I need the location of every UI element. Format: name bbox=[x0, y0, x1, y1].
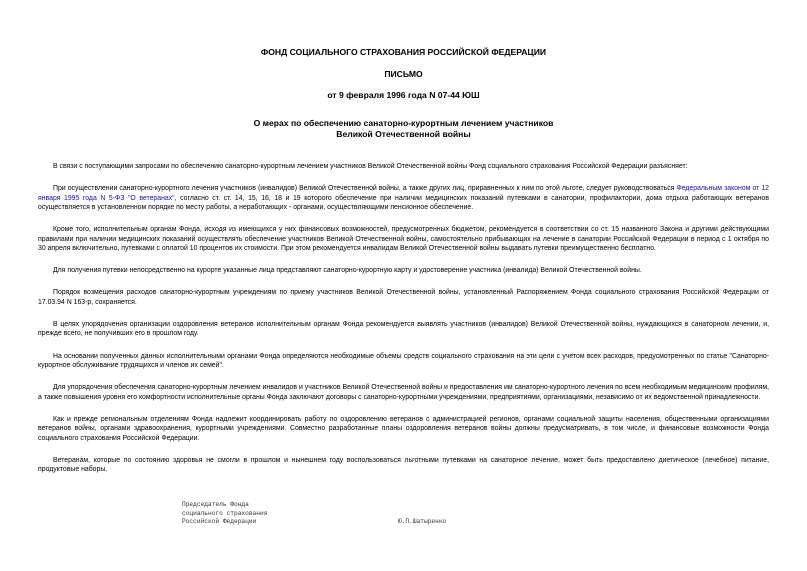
signature-name: Ю.П.Шатыренко bbox=[398, 518, 447, 525]
paragraph-budget: На основании полученных данных исполнительными органами Фонда определяются необходимые объемы средств социального страхования на эти цели с учетом всех расходов, предусмотренных по статье "Санаторно-курортное обслуживание трудящихся и членов их семей". bbox=[38, 352, 769, 370]
paragraph-identification: В целях упорядочения организации оздоровления ветеранов исполнительным органам Фонда рекомендуется выявлять участников (инвалидов) Великой Отечественной войны, нуждающихся в санаторном лечении, и, прежде всего, не получивших его в прошлом году. bbox=[38, 320, 769, 338]
paragraph-reimbursement: Порядок возмещения расходов санаторно-курортным учреждениям по приему участников Великой Отечественной войны, установленный Распоряжением Фонда социального страхования Российской Федерации от 17.03.94 N 163-р, сохраняется. bbox=[38, 289, 769, 306]
paragraph-funding: Кроме того, исполнительным органам Фонда, исходя из имеющихся у них финансовых возможностей, предусмотренных бюджетом, рекомендуется в соответствии со ст. 15 названного Закона и другими действующими правилами при наличии медицинских показаний осуществлять обеспечение участников Великой Отечественной войны, самостоятельно прибывающих на лечение в санатории Российской Федерации в период с 1 октября по 30 апреля включительно, путевками с оплатой 10 процентов их стоимости. При этом рекомендуется инвалидам Великой Отечественной войны выдавать путевки преимущественно бесплатно. bbox=[38, 226, 769, 253]
paragraph-coordination: Как и прежде региональным отделениям Фонда надлежит координировать работу по оздоровлению ветеранов с администрацией регионов, органами социальной защиты населения, общественными организациями ветеранов войны, органами здравоохранения, курортными учреждениями. Совместно разработанные планы оздоровления ветеранов войны должны предусматривать, в том числе, и финансовые возможности Фонда социального страхования Российской Федерации. bbox=[38, 415, 769, 442]
signature-line: социального страхования bbox=[182, 509, 268, 517]
paragraph-law-reference bbox=[38, 184, 769, 213]
signature-position bbox=[182, 501, 267, 527]
paragraph-intro: В связи с поступающими запросами по обеспечению санаторно-курортным лечением участников Великой Отечественной войны Фонд социального страхования Российской Федерации разъясняет: bbox=[53, 163, 688, 170]
paragraph-diet: Ветеранам, которые по состоянию здоровья не смогли в прошлом и нынешнем году воспользоваться льготными путевками на санаторное лечение, может быть предоставлено диетическое (лечебное) питание, продуктовые наборы. bbox=[38, 456, 769, 474]
paragraph-text: , согласно ст. ст. 14, 15, 16, 18 и 19 которого обеспечение при наличии медицинских показаний путевками в санатории, профилактории, дома отдыха работающих ветеранов осуществляется в установленном порядке по месту работы, а неработающих - органами, осуществляющими пенсионное обеспечение. bbox=[38, 194, 769, 212]
signature-line: Российской Федерации bbox=[182, 518, 257, 526]
paragraph-contracts: Для упорядочения обеспечения санаторно-курортным лечением инвалидов и участников Великой Отечественной войны и предоставления им санаторно-курортного лечения по всем необходимым медицинским профилям, а также повышения уровня его комфортности исполнительные органы Фонда заключают договоры с санаторно-курортными учреждениями, предприятиями, организациями, независимо от их ведомственной принадлежности. bbox=[38, 384, 769, 401]
paragraph-text: При осуществлении санаторно-курортного лечения участников (инвалидов) Великой Отечественной войны, а также других лиц, приравненных к ним по этой льготе, следует руководствоваться bbox=[53, 185, 677, 193]
document-type: ПИСЬМО bbox=[384, 69, 423, 79]
document-body bbox=[38, 162, 769, 487]
organization-title: ФОНД СОЦИАЛЬНОГО СТРАХОВАНИЯ РОССИЙСКОЙ ФЕДЕРАЦИИ bbox=[260, 47, 547, 57]
document-date-number: от 9 февраля 1996 года N 07-44 ЮШ bbox=[327, 90, 480, 100]
law-link[interactable]: Федеральным законом от 12 января 1995 года N 5-ФЗ "О ветеранах" bbox=[38, 185, 770, 202]
document-subject: О мерах по обеспечению санаторно-курортным лечением участников Великой Отечественной войны bbox=[253, 118, 554, 139]
signature-line: Председатель Фонда bbox=[182, 501, 249, 508]
paragraph-voucher: Для получения путевки непосредственно на курорте указанные лица представляют санаторно-курортную карту и удостоверение участника (инвалида) Великой Отечественной войны. bbox=[53, 267, 642, 275]
